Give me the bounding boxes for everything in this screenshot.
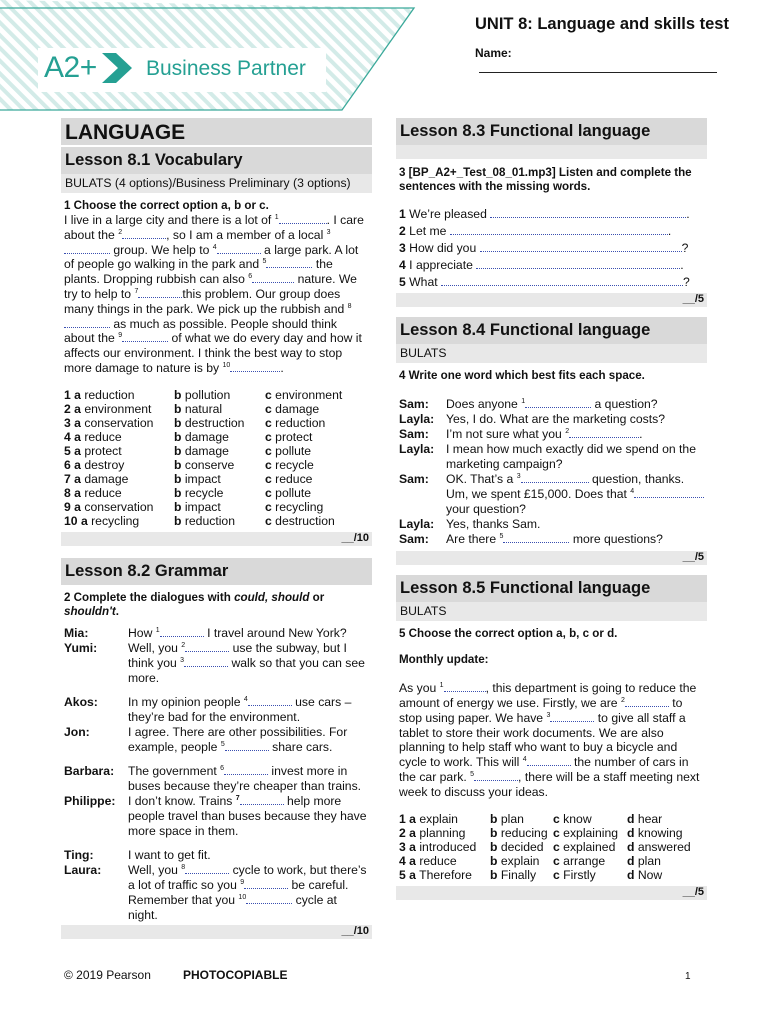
option-row: 2 a environment b natural c damage bbox=[64, 401, 320, 416]
logo-brand: Business Partner bbox=[146, 57, 306, 80]
dialogue-line: Akos: In my opinion people $^4$ use cars – they’re bad for the environment. bbox=[64, 694, 352, 724]
lesson-82-dialogues bbox=[64, 626, 370, 923]
lesson-81-score: __/10 bbox=[61, 532, 372, 546]
logo bbox=[44, 50, 334, 90]
dialogue-line: Sam: I’m not sure what you $^2$ . bbox=[399, 427, 643, 442]
logo-arrow-icon bbox=[102, 51, 136, 85]
listen-item: 1 We’re pleased . bbox=[399, 207, 690, 221]
gap-5[interactable] bbox=[266, 258, 312, 268]
left-column bbox=[61, 118, 372, 939]
g82-4[interactable] bbox=[248, 696, 292, 706]
lesson-83-items bbox=[396, 206, 707, 291]
listen-item: 2 Let me . bbox=[399, 224, 672, 238]
option-row: 8 a reduce b recycle c pollute bbox=[64, 485, 312, 500]
dialogue-line: Yumi: Well, you $^2$ use the subway, but I think you $^3$ walk so that you can see more. bbox=[64, 640, 365, 685]
gap-8[interactable] bbox=[64, 318, 110, 328]
unit-title: UNIT 8: Language and skills test bbox=[475, 15, 729, 33]
option-row: 1 a reduction b pollution c environment bbox=[64, 387, 343, 402]
name-field[interactable] bbox=[479, 61, 717, 73]
lesson-81-text: I live in a large city and there is a lot of $^1$ . I care about the $^2$ , so I am a member of a local $^3$ group. We help to $^4$ a large park. A lot of people go walking in the park and $^5$ the plants. Dropping rubbish can also $^6$ nature. We try to help to $^7$ this problem. Our group does many things in the park. We pick up the rubbish and $^8$ as much as possible. People should think about the $^9$ of what we do every day and how it affects our environment. I think the best way to stop more damage to nature is by $^{10}$ . bbox=[64, 213, 364, 375]
listen-item: 4 I appreciate . bbox=[399, 258, 684, 272]
lesson-85-instruction: 5 Choose the correct option a, b, c or d. bbox=[399, 626, 618, 640]
lesson-84-sub: BULATS bbox=[396, 344, 707, 363]
option-row: 4 a reduce b explain c arrange d plan bbox=[399, 853, 661, 868]
option-row: 5 a Therefore b Finally c Firstly d Now bbox=[399, 867, 663, 882]
option-row: 3 a introduced b decided c explained d answered bbox=[399, 839, 691, 854]
footer-photocopiable: PHOTOCOPIABLE bbox=[183, 968, 288, 982]
gap-9[interactable] bbox=[122, 332, 168, 342]
dialogue-line: Barbara: The government $^6$ invest more in buses because they’re cheaper than trains. bbox=[64, 763, 362, 793]
lesson-84-dialogue bbox=[399, 397, 705, 547]
option-row: 10 a recycling b reduction c destruction bbox=[64, 513, 335, 528]
lesson-81-options bbox=[64, 388, 342, 528]
lesson-81-instruction: 1 Choose the correct option a, b or c. bbox=[64, 198, 269, 212]
logo-mark: A2+ bbox=[44, 51, 97, 84]
lesson-85-score: __/5 bbox=[396, 886, 707, 900]
dialogue-line: Sam: Are there $^5$ more questions? bbox=[399, 532, 663, 547]
lesson-81-title: Lesson 8.1 Vocabulary bbox=[61, 147, 372, 174]
lesson-84-title: Lesson 8.4 Functional language bbox=[396, 317, 707, 344]
lesson-81-sub: BULATS (4 options)/Business Preliminary (3 options) bbox=[61, 174, 372, 193]
g82-10[interactable] bbox=[246, 894, 292, 904]
lesson-84-instruction: 4 Write one word which best fits each space. bbox=[399, 368, 645, 382]
g84-2[interactable] bbox=[569, 428, 639, 438]
dialogue-line: Layla: Yes, I do. What are the marketing costs? bbox=[399, 412, 666, 427]
g83-2[interactable] bbox=[450, 225, 668, 235]
lesson-85-heading: Monthly update: bbox=[399, 653, 489, 667]
listen-item: 5 What ? bbox=[399, 275, 690, 289]
g84-1[interactable] bbox=[525, 398, 591, 408]
name-row bbox=[475, 46, 757, 77]
section-title: LANGUAGE bbox=[61, 118, 372, 145]
g82-9[interactable] bbox=[244, 879, 288, 889]
g83-1[interactable] bbox=[490, 208, 686, 218]
g85-3[interactable] bbox=[550, 712, 594, 722]
g84-3[interactable] bbox=[521, 473, 589, 483]
lesson-82-title: Lesson 8.2 Grammar bbox=[61, 558, 372, 585]
lesson-83-score: __/5 bbox=[396, 293, 707, 307]
g85-5[interactable] bbox=[474, 771, 518, 781]
option-row: 7 a damage b impact c reduce bbox=[64, 471, 313, 486]
g83-5[interactable] bbox=[441, 276, 683, 286]
dialogue-line: Mia: How $^1$ I travel around New York? bbox=[64, 625, 347, 640]
dialogue-line: Laura: Well, you $^8$ cycle to work, but there’s a lot of traffic so you $^9$ be careful. Remember that you $^{10}$ cycle at night. bbox=[64, 862, 367, 922]
lesson-82-score: __/10 bbox=[61, 925, 372, 939]
gap-1[interactable] bbox=[279, 214, 327, 224]
option-row: 6 a destroy b conserve c recycle bbox=[64, 457, 314, 472]
footer-page-number: 1 bbox=[685, 971, 691, 982]
g82-8[interactable] bbox=[185, 864, 229, 874]
gap-6[interactable] bbox=[252, 273, 294, 283]
right-column bbox=[396, 118, 707, 900]
lesson-82-instruction: 2 Complete the dialogues with could, should or shouldn't. bbox=[64, 590, 325, 618]
option-row: 2 a planning b reducing c explaining d knowing bbox=[399, 825, 683, 840]
dialogue-line: Layla: Yes, thanks Sam. bbox=[399, 517, 541, 532]
g83-3[interactable] bbox=[480, 242, 682, 252]
lesson-83-title: Lesson 8.3 Functional language bbox=[396, 118, 707, 145]
name-label: Name: bbox=[475, 46, 512, 60]
lesson-85-sub: BULATS bbox=[396, 602, 707, 621]
g82-1[interactable] bbox=[160, 627, 204, 637]
dialogue-line: Sam: Does anyone $^1$ a question? bbox=[399, 397, 658, 412]
lesson-85-text: As you $^1$ , this department is going to reduce the amount of energy we use. Firstly, we are $^2$ to stop using paper. We have $^3$ to give all staff a tablet to store their work documents. We are also planning to help staff who want to buy a bicycle and cycle to work. This will $^4$ the number of cars in the car park. $^5$ , there will be a staff meeting next week to discuss your ideas. bbox=[399, 681, 700, 799]
lesson-85-options bbox=[399, 812, 691, 882]
gap-7[interactable] bbox=[138, 288, 182, 298]
gap-4[interactable] bbox=[217, 244, 261, 254]
dialogue-line: Ting: I want to get fit. bbox=[64, 847, 211, 862]
dialogue-line: Layla: I mean how much exactly did we spend on the marketing campaign? bbox=[399, 442, 696, 472]
g85-4[interactable] bbox=[527, 756, 571, 766]
gap-2[interactable] bbox=[122, 229, 166, 239]
g82-5[interactable] bbox=[225, 741, 269, 751]
g82-2[interactable] bbox=[185, 642, 229, 652]
footer-copyright: © 2019 Pearson bbox=[64, 968, 151, 982]
dialogue-line: Jon: I agree. There are other possibilities. For example, people $^5$ share cars. bbox=[64, 724, 348, 754]
listen-item: 3 How did you ? bbox=[399, 241, 689, 255]
option-row: 4 a reduce b damage c protect bbox=[64, 429, 313, 444]
g83-4[interactable] bbox=[476, 259, 680, 269]
g84-5[interactable] bbox=[503, 533, 569, 543]
gap-10[interactable] bbox=[230, 362, 280, 372]
g82-7[interactable] bbox=[240, 795, 284, 805]
dialogue-line: Sam: OK. That’s a $^3$ question, thanks. Um, we spent £15,000. Does that $^4$ your question? bbox=[399, 472, 705, 517]
option-row: 3 a conservation b destruction c reduction bbox=[64, 415, 326, 430]
option-row: 5 a protect b damage c pollute bbox=[64, 443, 312, 458]
g85-2[interactable] bbox=[625, 697, 669, 707]
option-row: 9 a conservation b impact c recycling bbox=[64, 499, 324, 514]
lesson-85-title: Lesson 8.5 Functional language bbox=[396, 575, 707, 602]
dialogue-line: Philippe: I don’t know. Trains $^7$ help more people travel than buses because they have more space in them. bbox=[64, 793, 367, 838]
g84-4[interactable] bbox=[634, 488, 704, 498]
g82-3[interactable] bbox=[184, 657, 228, 667]
gap-3[interactable] bbox=[64, 244, 110, 254]
g82-6[interactable] bbox=[224, 765, 268, 775]
g85-1[interactable] bbox=[444, 682, 486, 692]
lesson-83-instruction: 3 [BP_A2+_Test_08_01.mp3] Listen and complete the sentences with the missing words. bbox=[399, 166, 692, 193]
lesson-84-score: __/5 bbox=[396, 551, 707, 565]
option-row: 1 a explain b plan c know d hear bbox=[399, 811, 663, 826]
